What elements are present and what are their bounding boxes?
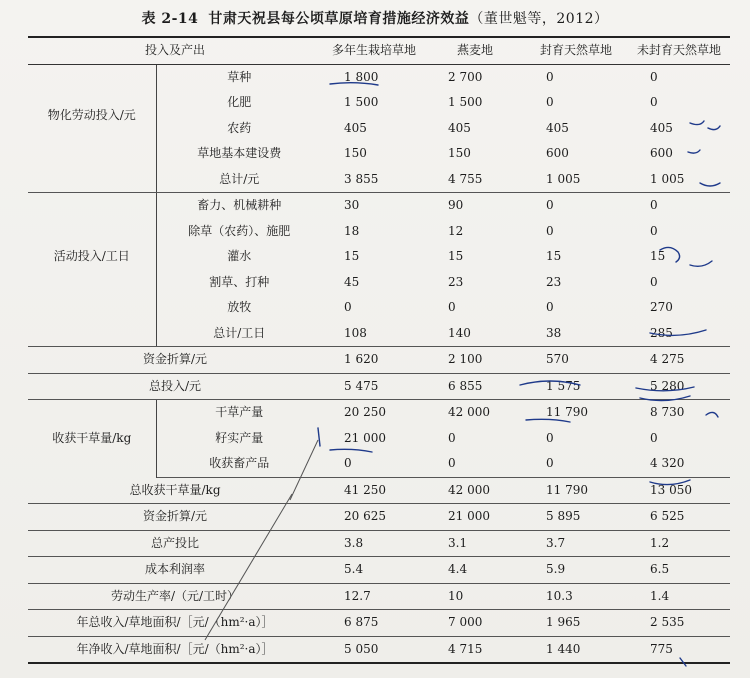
row-label: 籽实产量 [215,430,264,445]
row-label: 干草产量 [215,405,264,420]
table-row [28,504,730,531]
data-cell: 1 620 [322,347,426,374]
header-fenced: 封育天然草地 [524,37,628,64]
data-cell: 10 [426,583,524,610]
data-cell: 8 730 [650,405,685,420]
data-cell: 2 535 [628,610,730,637]
row-label: 总投入/元 [28,373,322,400]
data-cell: 6 525 [628,504,730,531]
row-label: 资金折算/元 [28,347,322,374]
data-cell: 4 755 [426,167,524,193]
data-cell: 5 280 [628,373,730,400]
table-row [28,610,730,637]
row-label: 草地基本建设费 [197,146,282,161]
data-cell: 1 500 [448,95,483,110]
row-label: 除草（农药）、施肥 [188,223,291,238]
data-cell: 38 [524,321,628,347]
row-group-spacer [28,321,156,347]
data-cell: 1 965 [524,610,628,637]
data-cell: 108 [322,321,426,347]
data-cell: 1 005 [524,167,628,193]
row-label: 化肥 [227,95,252,110]
data-cell: 5 050 [322,636,426,663]
data-cell: 2 700 [448,69,483,84]
data-cell: 23 [448,274,464,289]
data-cell: 6 855 [426,373,524,400]
table-row [28,400,730,426]
table-row [28,64,730,90]
header-oat: 燕麦地 [426,37,524,64]
data-cell: 30 [344,198,360,213]
row-label: 总计/元 [156,167,322,193]
data-cell: 15 [546,249,562,264]
data-cell: 41 250 [322,477,426,504]
data-cell: 5.9 [524,557,628,584]
data-cell: 3.7 [524,530,628,557]
data-cell: 4.4 [426,557,524,584]
data-cell: 1 005 [628,167,730,193]
data-cell: 21 000 [344,430,387,445]
table-row-total [28,167,730,193]
row-label: 灌水 [227,249,252,264]
data-cell: 90 [448,198,464,213]
data-cell: 0 [546,300,554,315]
row-label: 总产投比 [28,530,322,557]
data-cell: 600 [546,146,569,161]
data-cell: 1 800 [344,69,379,84]
data-cell: 18 [344,223,360,238]
row-label: 草种 [227,69,252,84]
data-cell: 0 [524,451,628,477]
data-cell: 0 [426,451,524,477]
data-cell: 405 [546,120,569,135]
data-cell: 0 [546,95,554,110]
table-row [28,373,730,400]
data-cell: 0 [344,300,352,315]
table-body [28,64,730,663]
row-label: 资金折算/元 [28,504,322,531]
data-cell: 7 000 [426,610,524,637]
data-cell: 0 [546,430,554,445]
data-cell: 405 [344,120,367,135]
table-row [28,583,730,610]
economic-benefit-table [28,36,730,664]
data-cell: 1.4 [628,583,730,610]
data-cell: 20 250 [344,405,387,420]
data-cell: 12 [448,223,464,238]
row-group-label: 活动投入/工日 [28,193,156,321]
table-title [0,8,750,28]
data-cell: 3 855 [322,167,426,193]
data-cell: 0 [322,451,426,477]
data-cell: 1 440 [524,636,628,663]
data-cell: 405 [448,120,471,135]
data-cell: 0 [546,223,554,238]
data-cell: 1 500 [344,95,379,110]
row-group-label: 收获干草量/kg [28,400,156,478]
header-input-output: 投入及产出 [28,37,322,64]
data-cell: 405 [650,120,673,135]
table-title-text: 甘肃天祝县每公顷草原培育措施经济效益 [208,11,470,27]
data-cell: 775 [628,636,730,663]
data-cell: 4 275 [628,347,730,374]
row-label: 割草、打种 [209,274,270,289]
data-cell: 0 [650,274,658,289]
data-cell: 0 [546,69,554,84]
data-cell: 0 [448,300,456,315]
data-cell: 570 [524,347,628,374]
header-unfenced: 未封育天然草地 [628,37,730,64]
table-row [28,557,730,584]
data-cell: 0 [650,69,658,84]
row-label: 年总收入/草地面积/［元/（hm²·a）］ [28,610,322,637]
data-cell: 4 715 [426,636,524,663]
data-cell: 15 [448,249,464,264]
row-label: 放牧 [227,300,252,315]
table-row [28,530,730,557]
data-cell: 12.7 [322,583,426,610]
data-cell: 600 [650,146,673,161]
data-cell: 5.4 [322,557,426,584]
data-cell: 23 [546,274,562,289]
data-cell: 1 575 [524,373,628,400]
table-row-total [28,321,730,347]
data-cell: 0 [650,95,658,110]
data-cell: 42 000 [448,405,491,420]
data-cell: 0 [650,430,658,445]
data-cell: 0 [448,430,456,445]
data-cell: 2 100 [426,347,524,374]
data-cell: 150 [448,146,471,161]
table-row [28,636,730,663]
data-cell: 15 [344,249,360,264]
row-group-label: 物化劳动投入/元 [28,64,156,167]
data-cell: 6.5 [628,557,730,584]
data-cell: 5 895 [524,504,628,531]
data-cell: 3.8 [322,530,426,557]
row-label: 总计/工日 [156,321,322,347]
data-cell: 150 [344,146,367,161]
data-cell: 4 320 [628,451,730,477]
data-cell: 5 475 [322,373,426,400]
row-label: 劳动生产率/（元/工时） [28,583,322,610]
data-cell: 45 [344,274,360,289]
data-cell: 42 000 [426,477,524,504]
row-label: 收获畜产品 [156,451,322,477]
header-row [28,37,730,64]
data-cell: 15 [650,249,666,264]
data-cell: 21 000 [426,504,524,531]
data-cell: 285 [628,321,730,347]
data-cell: 1.2 [628,530,730,557]
data-cell: 10.3 [524,583,628,610]
table-citation: （董世魁等，2012） [469,11,609,27]
data-cell: 270 [650,300,673,315]
table-row [28,477,730,504]
data-cell: 20 625 [322,504,426,531]
row-label: 成本利润率 [28,557,322,584]
data-cell: 0 [650,198,658,213]
data-cell: 13 050 [628,477,730,504]
table-row [28,193,730,219]
data-cell: 140 [426,321,524,347]
row-label: 年净收入/草地面积/［元/（hm²·a）］ [28,636,322,663]
table-number: 表 2-14 [141,11,199,27]
row-label: 总收获干草量/kg [28,477,322,504]
data-cell: 3.1 [426,530,524,557]
row-group-spacer [28,167,156,193]
data-cell: 0 [546,198,554,213]
row-label: 畜力、机械耕种 [197,198,282,213]
data-cell: 0 [650,223,658,238]
header-perennial: 多年生栽培草地 [322,37,426,64]
data-cell: 11 790 [524,477,628,504]
table-row [28,347,730,374]
row-label: 农药 [227,120,252,135]
data-cell: 11 790 [546,405,589,420]
data-cell: 6 875 [322,610,426,637]
